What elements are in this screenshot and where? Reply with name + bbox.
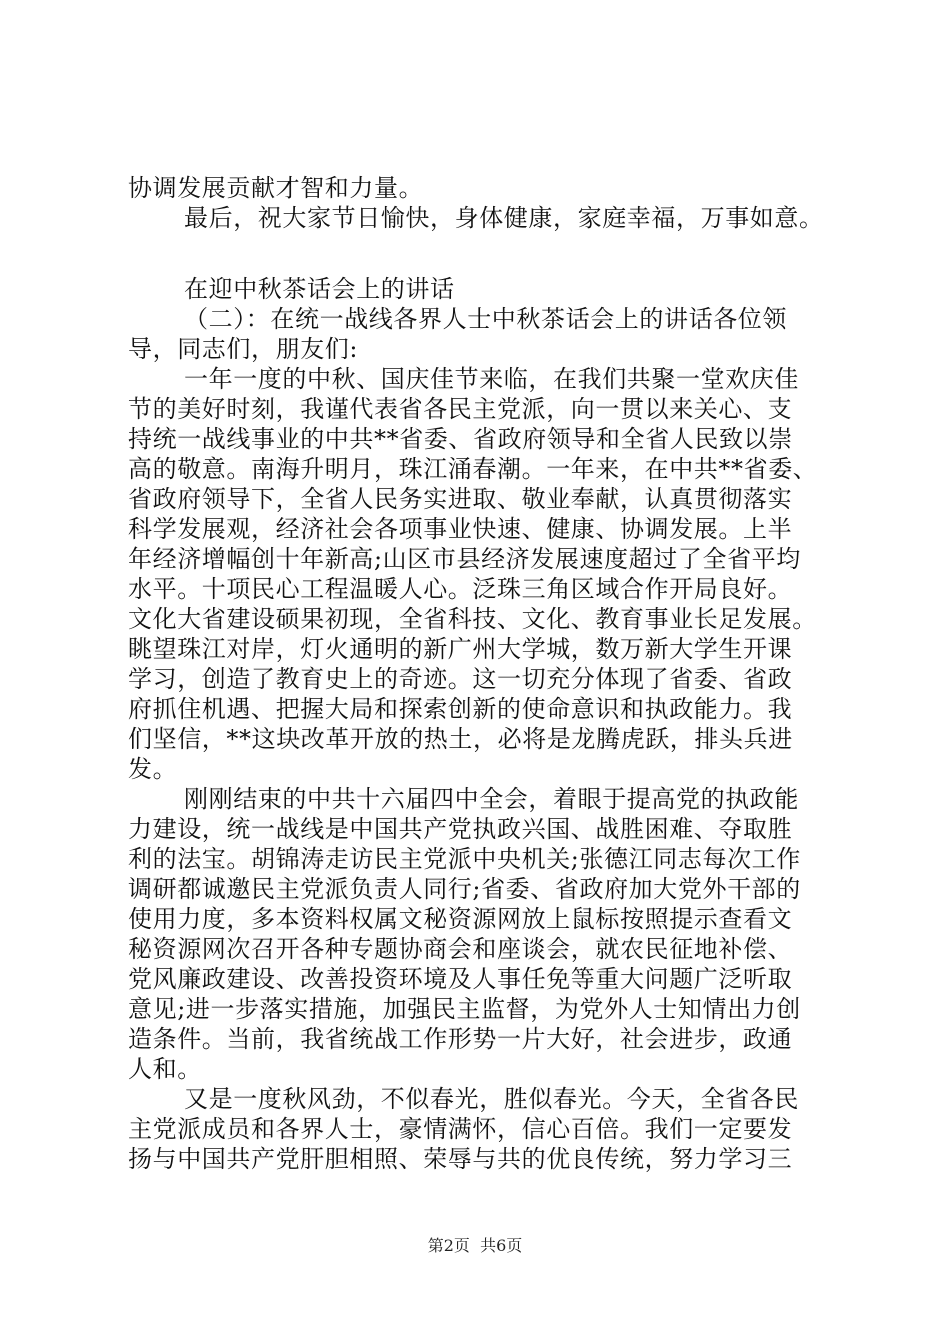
text-line: 秘资源网次召开各种专题协商会和座谈会，就农民征地补偿、 (128, 935, 793, 963)
text-line: 发。 (128, 755, 178, 783)
text-line: 使用力度，多本资料权属文秘资源网放上鼠标按照提示查看文 (128, 905, 793, 933)
text-line: 最后，祝大家节日愉快，身体健康，家庭幸福，万事如意。 (184, 204, 824, 232)
text-line: 扬与中国共产党肝胆相照、荣辱与共的优良传统，努力学习三 (128, 1145, 793, 1173)
text-line: 高的敬意。南海升明月，珠江涌春潮。一年来，在中共**省委、 (128, 455, 818, 483)
section-title: 在迎中秋茶话会上的讲话 (184, 275, 455, 303)
text-line: 们坚信，**这块改革开放的热土，必将是龙腾虎跃，排头兵进 (128, 725, 793, 753)
text-line: 导，同志们，朋友们: (128, 335, 359, 363)
text-line: 一年一度的中秋、国庆佳节来临，在我们共聚一堂欢庆佳 (184, 365, 799, 393)
text-line: 又是一度秋风劲，不似春光，胜似春光。今天，全省各民 (184, 1085, 799, 1113)
page-number: 第2页 共6页 (427, 1236, 523, 1255)
text-line: 造条件。当前，我省统战工作形势一片大好，社会进步，政通 (128, 1025, 793, 1053)
text-line: 刚刚结束的中共十六届四中全会，着眼于提高党的执政能 (184, 785, 799, 813)
text-line: 省政府领导下，全省人民务实进取、敬业奉献，认真贯彻落实 (128, 485, 793, 513)
text-line: 力建设，统一战线是中国共产党执政兴国、战胜困难、夺取胜 (128, 815, 793, 843)
text-line: 主党派成员和各界人士，豪情满怀，信心百倍。我们一定要发 (128, 1115, 793, 1143)
text-line: 府抓住机遇、把握大局和探索创新的使命意识和执政能力。我 (128, 695, 793, 723)
text-line: 年经济增幅创十年新高;山区市县经济发展速度超过了全省平均 (128, 545, 801, 573)
text-line: 节的美好时刻，我谨代表省各民主党派，向一贯以来关心、支 (128, 395, 793, 423)
text-line: 党风廉政建设、改善投资环境及人事任免等重大问题广泛听取 (128, 965, 793, 993)
text-line: 持统一战线事业的中共**省委、省政府领导和全省人民致以崇 (128, 425, 793, 453)
text-line: 文化大省建设硕果初现，全省科技、文化、教育事业长足发展。 (128, 605, 817, 633)
document-body (128, 173, 840, 1174)
text-line: 人和。 (128, 1055, 202, 1083)
paragraph-gap (128, 233, 840, 274)
text-line: 协调发展贡献才智和力量。 (128, 174, 424, 202)
text-line: 调研都诚邀民主党派负责人同行;省委、省政府加大党外干部的 (128, 875, 801, 903)
text-line: 水平。十项民心工程温暖人心。泛珠三角区域合作开局良好。 (128, 575, 793, 603)
text-line: 意见;进一步落实措施，加强民主监督，为党外人士知情出力创 (128, 995, 801, 1023)
text-line: 利的法宝。胡锦涛走访民主党派中央机关;张德江同志每次工作 (128, 845, 801, 873)
text-line: （二）：在统一战线各界人士中秋茶话会上的讲话各位领 (184, 305, 787, 333)
text-line: 学习，创造了教育史上的奇迹。这一切充分体现了省委、省政 (128, 665, 793, 693)
text-line: 眺望珠江对岸，灯火通明的新广州大学城，数万新大学生开课 (128, 635, 793, 663)
text-line: 科学发展观，经济社会各项事业快速、健康、协调发展。上半 (128, 515, 793, 543)
